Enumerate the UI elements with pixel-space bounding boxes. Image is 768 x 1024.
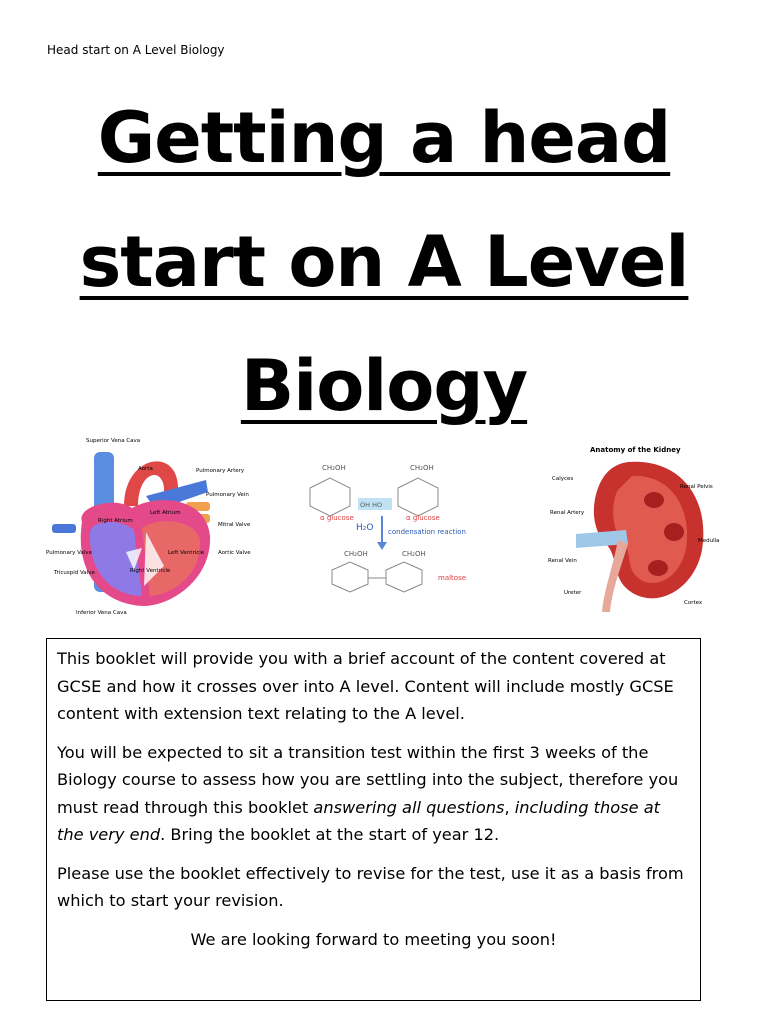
label-water: H₂O — [356, 523, 374, 533]
label-renal-pelvis: Renal Pelvis — [680, 484, 713, 490]
label-left-atrium: Left Atrium — [150, 510, 181, 516]
running-header: Head start on A Level Biology — [47, 43, 225, 57]
heart-diagram — [46, 436, 251, 618]
intro-paragraph-3: Please use the booklet effectively to revise for the test, use it as a basis from which to start your revision. — [57, 863, 684, 910]
intro-text-box — [46, 638, 701, 1001]
label-mitral-valve: Mitral Valve — [218, 522, 251, 528]
title-line-2: start on A Level — [79, 221, 689, 303]
label-left-ventricle: Left Ventricle — [168, 550, 205, 556]
label-calyces: Calyces — [552, 476, 574, 482]
maltose-formation-diagram — [288, 458, 478, 598]
intro-closing-line: We are looking forward to meeting you soon! — [190, 929, 557, 949]
title-line-3: Biology — [240, 345, 528, 427]
label-renal-vein: Renal Vein — [548, 558, 577, 564]
label-maltose: maltose — [438, 574, 467, 582]
label-superior-vena-cava: Superior Vena Cava — [86, 438, 141, 444]
label-ch2oh-bottom-right: CH₂OH — [402, 550, 426, 558]
label-pulmonary-valve: Pulmonary Valve — [46, 550, 92, 556]
label-oh-ho: OH HO — [360, 501, 383, 509]
label-tricuspid-valve: Tricuspid Valve — [54, 570, 95, 576]
intro-paragraph-2 — [57, 739, 690, 849]
label-renal-artery: Renal Artery — [550, 510, 585, 516]
label-condensation-reaction: condensation reaction — [388, 528, 466, 536]
kidney-diagram — [542, 440, 722, 612]
intro-paragraph-1: This booklet will provide you with a brief account of the content covered at GCSE and how it crosses over into A level. Content will include mostly GCSE content with extension text relating to the A level. — [57, 649, 674, 723]
intro-paragraph-2-end: . Bring the booklet at the start of year 12. — [160, 825, 500, 844]
label-right-ventricle: Right Ventricle — [130, 568, 171, 574]
label-aorta: Aorta — [138, 466, 153, 472]
page-title — [0, 76, 768, 448]
label-cortex: Cortex — [684, 600, 703, 606]
intro-paragraph-2-italic-1: answering all questions — [313, 797, 505, 817]
label-alpha-glucose-right: α glucose — [406, 514, 440, 522]
kidney-diagram-title: Anatomy of the Kidney — [590, 446, 681, 454]
label-alpha-glucose-left: α glucose — [320, 514, 354, 522]
label-medulla: Medulla — [698, 538, 720, 544]
intro-paragraph-2-text: You will be expected to sit a transition test within the first 3 weeks of the Biology course to assess how you are settling into the subject, therefore you must read through this booklet — [57, 742, 679, 817]
intro-paragraph-2-comma: , — [504, 797, 515, 817]
label-right-atrium: Right Atrium — [98, 518, 133, 524]
title-line-1: Getting a head — [97, 97, 671, 179]
label-pulmonary-artery: Pulmonary Artery — [196, 468, 245, 474]
label-ch2oh-bottom-left: CH₂OH — [344, 550, 368, 558]
label-ch2oh-left: CH₂OH — [322, 464, 346, 472]
label-ureter: Ureter — [564, 590, 582, 596]
intro-paragraph-2-italic-2: including those at the very end — [57, 797, 660, 844]
label-aortic-valve: Aortic Valve — [218, 550, 251, 556]
label-inferior-vena-cava: Inferior Vena Cava — [76, 610, 127, 616]
label-pulmonary-vein: Pulmonary Vein — [206, 492, 249, 498]
label-ch2oh-right: CH₂OH — [410, 464, 434, 472]
